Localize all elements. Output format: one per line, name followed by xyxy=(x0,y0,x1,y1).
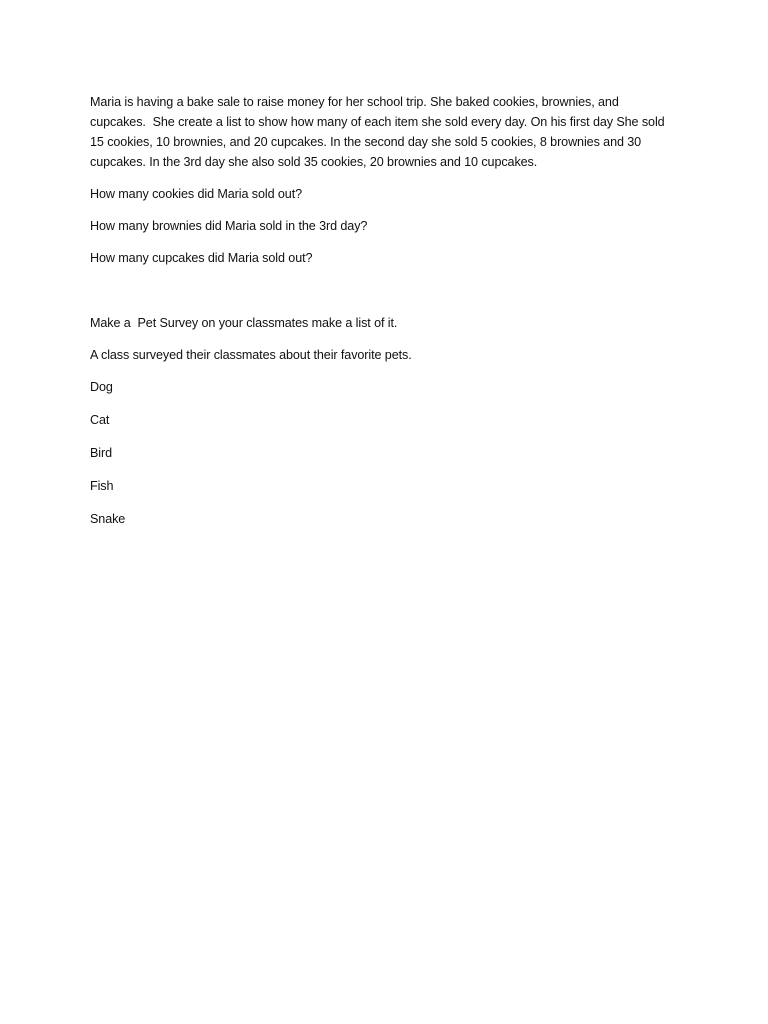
pet-item-bird: Bird xyxy=(90,446,112,460)
question-cookies: How many cookies did Maria sold out? xyxy=(90,187,302,201)
pet-item-snake: Snake xyxy=(90,512,126,526)
blank-spacer xyxy=(90,280,680,313)
pet-item-cat: Cat xyxy=(90,413,110,427)
pet-survey-description: A class surveyed their classmates about their favorite pets. xyxy=(90,348,412,362)
bake-sale-paragraph xyxy=(90,92,680,172)
paragraph-line: cupcakes. In the 3rd day she also sold 35 cookies, 20 brownies and 10 cupcakes. xyxy=(90,155,538,169)
question-cupcakes: How many cupcakes did Maria sold out? xyxy=(90,251,313,265)
pet-list xyxy=(90,377,680,529)
paragraph-line: Maria is having a bake sale to raise money for her school trip. She baked cookies, brownies, and xyxy=(90,95,619,109)
question-brownies: How many brownies did Maria sold in the 3rd day? xyxy=(90,219,368,233)
paragraph-line: cupcakes. She create a list to show how many of each item she sold every day. On his first day She sold xyxy=(90,115,665,129)
pet-item-fish: Fish xyxy=(90,479,114,493)
document-body xyxy=(90,92,680,542)
pet-survey-instruction: Make a Pet Survey on your classmates make a list of it. xyxy=(90,316,398,330)
pet-item-dog: Dog xyxy=(90,380,113,394)
paragraph-line: 15 cookies, 10 brownies, and 20 cupcakes. In the second day she sold 5 cookies, 8 brownies and 30 xyxy=(90,135,642,149)
